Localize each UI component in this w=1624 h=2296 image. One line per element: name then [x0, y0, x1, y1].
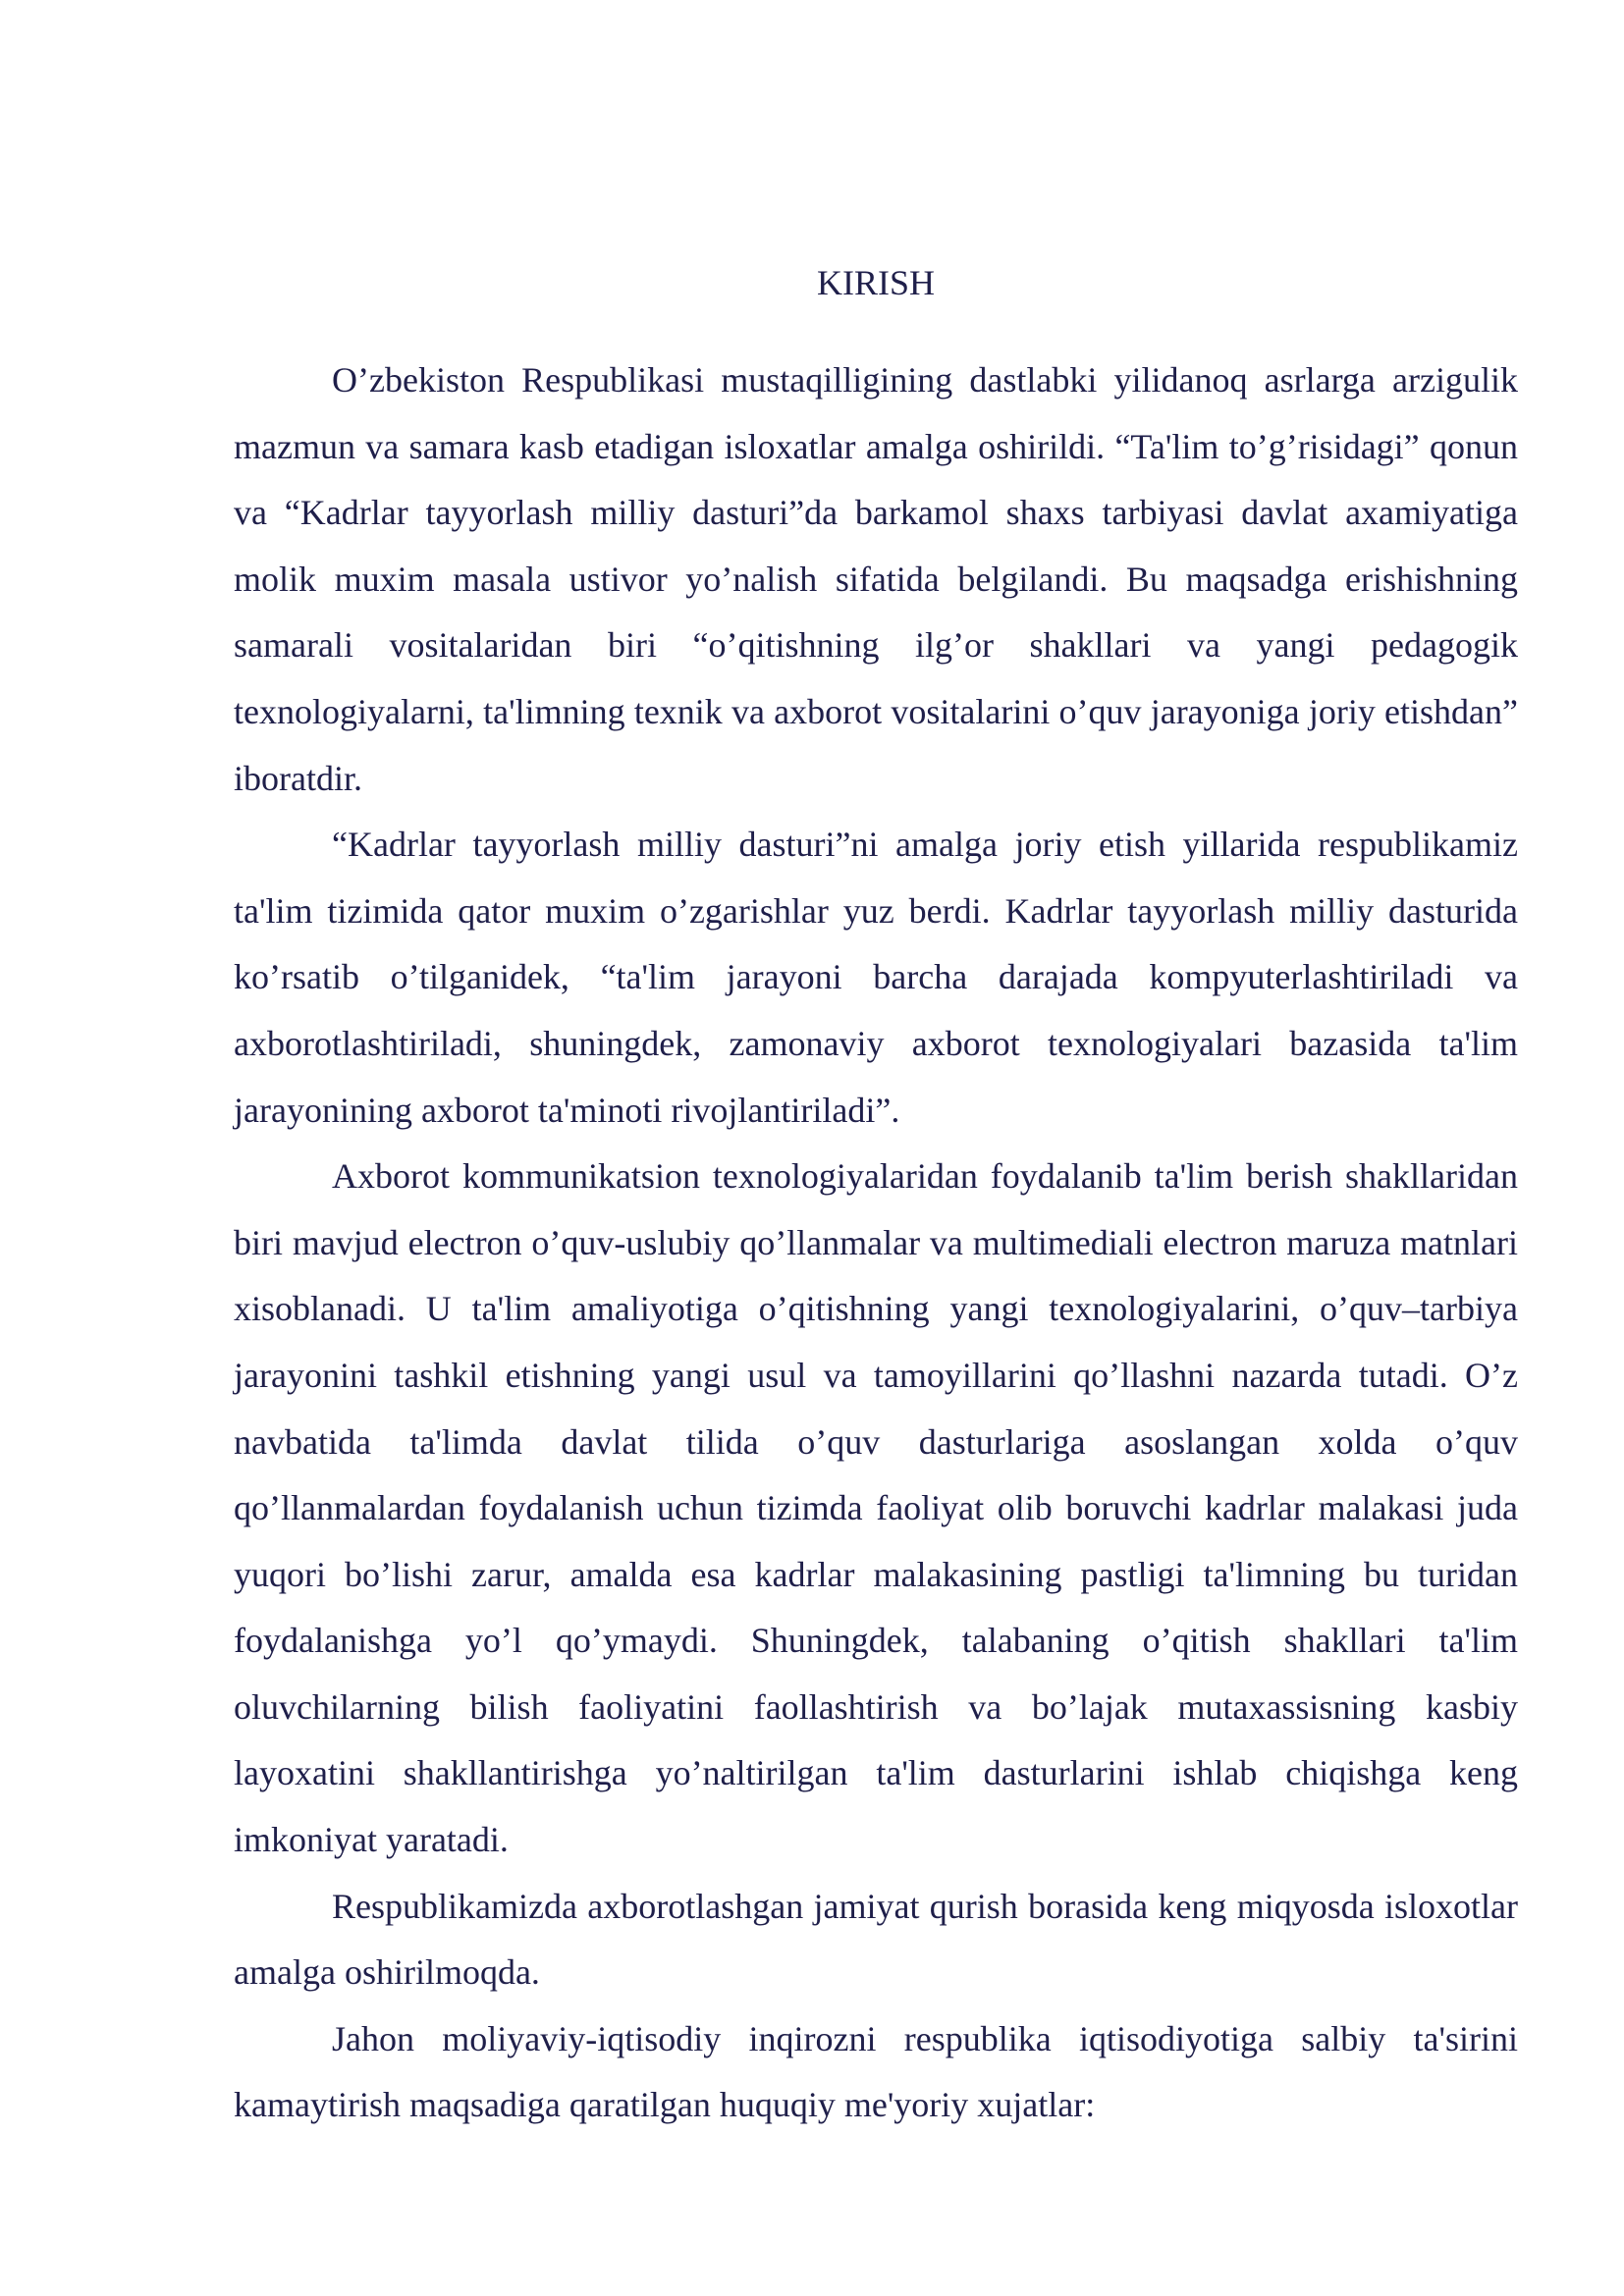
paragraph-2: “Kadrlar tayyorlash milliy dasturi”ni amalga joriy etish yillarida respublikamiz ta'lim tizimida qator muxim o’zgarishlar yuz berdi. Kadrlar tayyorlash milliy dasturida ko’rsatib o’tilganidek, “ta'lim jarayoni barcha darajada kompyuterlashtiriladi va axborotlashtiriladi, shuningdek, zamonaviy axborot texnologiyalari bazasida ta'lim jarayonining axborot ta'minoti rivojlantiriladi”. [234, 825, 1518, 1130]
paragraph-1: O’zbekiston Respublikasi mustaqilligining dastlabki yilidanoq asrlarga arzigulik mazmun va samara kasb etadigan isloxatlar amalga oshirildi. “Ta'lim to’g’risidagi” qonun va “Kadrlar tayyorlash milliy dasturi”da barkamol shaxs tarbiyasi davlat axamiyatiga molik muxim masala ustivor yo’nalish sifatida belgilandi. Bu maqsadga erishishning samarali vositalaridan biri “o’qitishning ilg’or shakllari va yangi pedagogik texnologiyalarni, ta'limning texnik va axborot vositalarini o’quv jarayoniga joriy etishdan” iboratdir. [234, 360, 1518, 798]
paragraph-5: Jahon moliyaviy-iqtisodiy inqirozni respublika iqtisodiyotiga salbiy ta'sirini kamaytirish maqsadiga qaratilgan huquqiy me'yoriy xujatlar: [234, 2018, 1518, 2125]
paragraph-3: Axborot kommunikatsion texnologiyalaridan foydalanib ta'lim berish shakllaridan biri mavjud electron o’quv-uslubiy qo’llanmalar va multimediali electron maruza matnlari xisoblanadi. U ta'lim amaliyotiga o’qitishning yangi texnologiyalarini, o’quv–tarbiya jarayonini tashkil etishning yangi usul va tamoyillarini qo’llashni nazarda tutadi. O’z navbatida ta'limda davlat tilida o’quv dasturlariga asoslangan xolda o’quv qo’llanmalardan foydalanish uchun tizimda faoliyat olib boruvchi kadrlar malakasi juda yuqori bo’lishi zarur, amalda esa kadrlar malakasining pastligi ta'limning bu turidan foydalanishga yo’l qo’ymaydi. Shuningdek, talabaning o’qitish shakllari ta'lim oluvchilarning bilish faoliyatini faollashtirish va bo’lajak mutaxassisning kasbiy layoxatini shakllantirishga yo’naltirilgan ta'lim dasturlarini ishlab chiqishga keng imkoniyat yaratadi. [234, 1156, 1518, 1860]
page-title: KIRISH [816, 263, 935, 302]
document-body [234, 257, 1518, 2139]
paragraph-4: Respublikamizda axborotlashgan jamiyat qurish borasida keng miqyosda isloxotlar amalga oshirilmoqda. [234, 1886, 1518, 1993]
